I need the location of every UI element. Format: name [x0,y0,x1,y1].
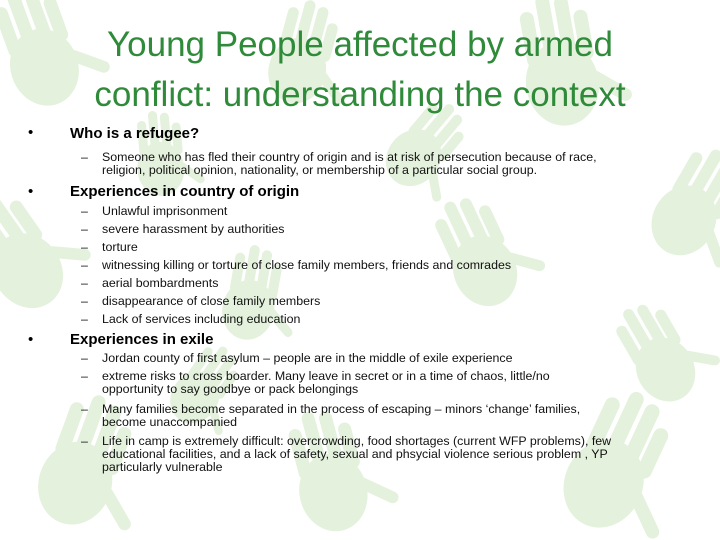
list-item: Many families become separated in the process of escaping – minors ‘change’ families, become unaccompanied [102,402,581,429]
title-line-2: conflict: understanding the context [94,75,626,114]
bullet: • [28,124,34,141]
section-heading-origin: Experiences in country of origin [70,183,300,200]
list-item: aerial bombardments [102,276,219,290]
list-item: Jordan county of first asylum – people are in the middle of exile experience [102,351,513,365]
dash: – [81,369,88,383]
list-item: Someone who has fled their country of origin and is at risk of persecution because of race, religion, political opinion, nationality, or membership of a particular social group. [102,150,597,177]
dash: – [81,294,88,308]
dash: – [81,222,88,236]
dash: – [81,150,88,164]
dash: – [81,276,88,290]
dash: – [81,258,88,272]
dash: – [81,204,88,218]
list-item: disappearance of close family members [102,294,321,308]
list-item: extreme risks to cross boarder. Many leave in secret or in a time of chaos, little/no opportunity to say goodbye or pack belongings [102,369,550,396]
list-item: witnessing killing or torture of close family members, friends and comrades [102,258,512,272]
list-item: Lack of services including education [102,312,301,326]
dash: – [81,402,88,416]
section-heading-exile: Experiences in exile [70,331,214,348]
list-item: torture [102,240,138,254]
section-heading-refugee: Who is a refugee? [70,125,200,142]
bullet: • [28,183,34,200]
dash: – [81,434,88,448]
dash: – [81,351,88,365]
bullet: • [28,331,34,348]
dash: – [81,312,88,326]
title-line-1: Young People affected by armed [107,25,613,64]
list-item: Unlawful imprisonment [102,204,228,218]
list-item: Life in camp is extremely difficult: overcrowding, food shortages (current WFP problems), few educational facilities, and a lack of safety, sexual and phsycial violence serious problem , YP particularly vulnerable [102,434,612,474]
slide-title [40,20,680,120]
list-item: severe harassment by authorities [102,222,285,236]
dash: – [81,240,88,254]
